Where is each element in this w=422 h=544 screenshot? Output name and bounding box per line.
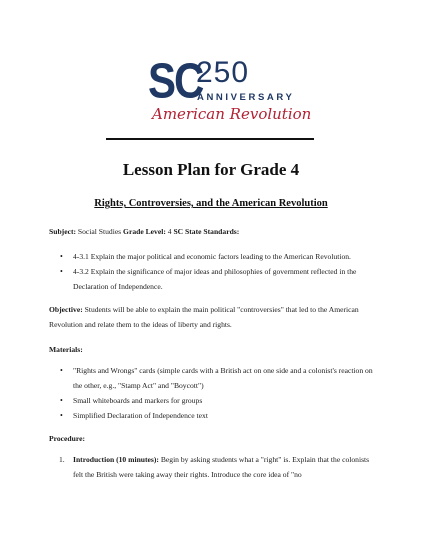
- step-number: 1.: [59, 455, 65, 464]
- list-item: • 4-3.1 Explain the major political and economic factors leading to the American Revolution.: [73, 249, 379, 264]
- objective-paragraph: [49, 302, 379, 332]
- list-item: [59, 452, 379, 482]
- subject-line: [49, 224, 379, 239]
- logo-250-text: 250: [196, 56, 250, 89]
- procedure-heading: Procedure:: [49, 434, 85, 443]
- list-item: • Simplified Declaration of Independence text: [73, 408, 379, 423]
- logo-script-text: American Revolution: [152, 105, 312, 123]
- objective-label: Objective:: [49, 305, 83, 314]
- logo-sc-text: SC: [148, 52, 203, 108]
- lesson-body: [49, 224, 379, 482]
- objective-text: Students will be able to explain the main political "controversies" that led to the American Revolution and relate them to the ideas of liberty and rights.: [49, 305, 359, 329]
- subject-label: Subject:: [49, 227, 76, 236]
- step-label: Introduction (10 minutes):: [73, 455, 159, 464]
- list-item: • "Rights and Wrongs" cards (simple cards with a British act on one side and a colonist's reaction on the other, e.g., "Stamp Act" and "Boycott"): [73, 363, 379, 393]
- materials-heading: Materials:: [49, 345, 83, 354]
- procedure-list: [49, 452, 379, 482]
- subject-value: Social Studies: [76, 227, 124, 236]
- grade-value: 4: [165, 227, 174, 236]
- standards-label: SC State Standards:: [173, 227, 240, 236]
- sc250-logo: [148, 52, 312, 130]
- page-title: Lesson Plan for Grade 4: [122, 160, 300, 179]
- lesson-subtitle: Rights, Controversies, and the American Revolution: [94, 198, 328, 209]
- materials-list: [49, 363, 379, 423]
- logo-anniversary-text: ANNIVERSARY: [197, 92, 295, 103]
- header-divider: [106, 138, 314, 140]
- standards-list: [49, 249, 379, 294]
- step-text: Begin by asking students what a "right" is. Explain that the colonists felt the British were taking away their rights. Introduce the core idea of "no: [73, 455, 370, 479]
- list-item: • 4-3.2 Explain the significance of major ideas and philosophies of government reflected in the Declaration of Independence.: [73, 264, 379, 294]
- list-item: • Small whiteboards and markers for groups: [73, 393, 379, 408]
- grade-label: Grade Level:: [123, 227, 166, 236]
